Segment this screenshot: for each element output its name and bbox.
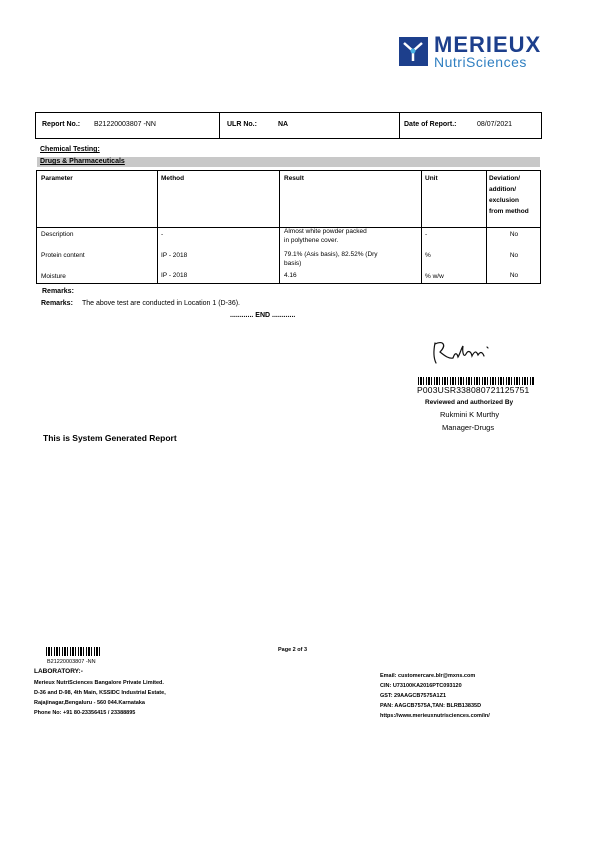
date-label: Date of Report.: xyxy=(404,121,457,128)
header-method: Method xyxy=(161,175,185,182)
report-no-label: Report No.: xyxy=(42,121,81,128)
row2-unit: % xyxy=(425,252,431,259)
row3-deviation: No xyxy=(509,272,519,279)
signature-image xyxy=(427,335,497,370)
footer-barcode xyxy=(46,647,102,656)
lab-label: LABORATORY:- xyxy=(34,668,83,675)
row3-parameter: Moisture xyxy=(41,273,66,280)
remarks-text: The above test are conducted in Location 1 (D-36). xyxy=(82,300,240,307)
date-value: 08/07/2021 xyxy=(477,121,513,128)
report-no-value: B21220003807 -NN xyxy=(94,121,156,128)
logo-mark-icon xyxy=(399,37,428,66)
signature-code: P003USR338080721125751 xyxy=(417,385,530,395)
row3-result: 4.16 xyxy=(284,272,297,279)
row2-deviation: No xyxy=(509,252,519,259)
reviewer-title: Manager-Drugs xyxy=(442,423,495,432)
row1-deviation: No xyxy=(509,231,519,238)
signature-barcode xyxy=(418,377,535,385)
remarks-label-1: Remarks: xyxy=(42,288,74,295)
row1-parameter: Description xyxy=(41,231,74,238)
report-header-box xyxy=(35,112,542,139)
logo-subtext: NutriSciences xyxy=(434,54,527,70)
reviewer-name: Rukmini K Murthy xyxy=(440,410,500,419)
lab-address: Merieux NutriSciences Bangalore Private Limited. D-36 and D-98, 4th Main, KSSIDC Industrial Estate, Rajajinagar,Bengaluru - 560 044.Karnataka Phone No: +91 80-23356415 / 23388895 xyxy=(34,680,166,716)
row3-unit: % w/w xyxy=(425,273,444,280)
contact-info: Email: customercare.blr@mxns.com CIN: U73100KA2016PTC093120 GST: 29AAGCB7575A1Z1 PAN: AAGCB7575A,TAN: BLRB13835D https://www.merieuxnutrisciences.com/in/ xyxy=(380,673,490,719)
results-table xyxy=(36,170,541,284)
end-marker: ............ END ............ xyxy=(230,312,296,319)
row2-parameter: Protein content xyxy=(41,252,85,259)
header-deviation: Deviation/ addition/ exclusion from method xyxy=(489,175,529,215)
section-title: Chemical Testing: xyxy=(40,146,100,153)
row2-result: 79.1% (Asis basis), 82.52% (Dry basis) xyxy=(284,251,378,267)
ulr-value: NA xyxy=(278,121,289,128)
header-parameter: Parameter xyxy=(41,175,73,182)
page-number: Page 2 of 3 xyxy=(278,647,308,653)
row1-method: - xyxy=(161,231,164,238)
section-subtitle: Drugs & Pharmaceuticals xyxy=(40,158,125,165)
row2-method: IP - 2018 xyxy=(161,252,188,259)
remarks-label-2: Remarks: xyxy=(41,300,73,307)
system-generated-note: This is System Generated Report xyxy=(43,433,177,443)
row1-result: Almost white powder packed in polythene cover. xyxy=(284,228,367,244)
footer-barcode-text: B21220003807 -NN xyxy=(47,659,96,665)
row1-unit: - xyxy=(425,231,428,238)
logo-text: MERIEUX xyxy=(434,32,542,57)
ulr-label: ULR No.: xyxy=(227,121,257,128)
header-result: Result xyxy=(284,175,304,182)
reviewed-label: Reviewed and authorized By xyxy=(425,399,514,406)
header-unit: Unit xyxy=(425,175,438,182)
row3-method: IP - 2018 xyxy=(161,272,188,279)
